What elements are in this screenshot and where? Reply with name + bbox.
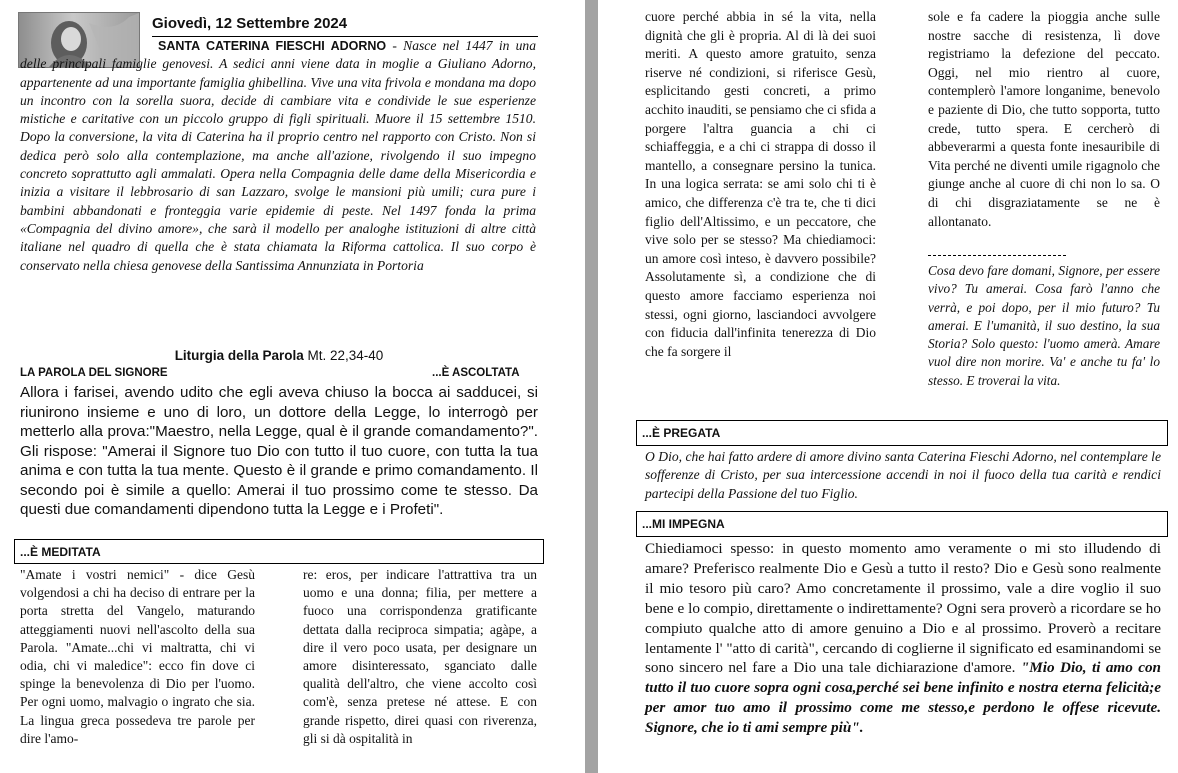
left-page xyxy=(0,0,585,773)
gospel-text: Allora i farisei, avendo udito che egli aveva chiuso la bocca ai sadducei, si riunirono insieme e uno di loro, un dottore della Legge, lo interrogò per metterlo alla prova:"Maestro, nella Legge, qual è il grande comandamento?". Gli rispose: "Amerai il Signore tuo Dio con tutto il tuo cuore, con tutta la tua anima e con tutta la tua mente. Questo è il grande e primo comandamento. Il secondo poi è simile a quello: Amerai il tuo prossimo come te stesso. Da questi due comandamenti dipendono tutta la Legge e i Profeti". xyxy=(20,384,538,518)
liturgy-heading xyxy=(0,348,558,363)
meditata-header: ...È MEDITATA xyxy=(14,539,544,564)
meditata-col1: "Amate i vostri nemici" - dice Gesù volgendosi a chi ha deciso di entrare per la porta stretta del Vangelo, maturando atteggiamenti nuovi nell'ascolto della sua Parola. "Amate...chi vi maltratta, chi vi odia, chi vi maledice": ecco fin dove ci spinge la benevolenza di Dio per l'uomo. Per ogni uomo, malvagio o ingrato che sia. La lingua greca possedeva tre parole per dire l'amo- xyxy=(20,567,255,746)
saint-name: SANTA CATERINA FIESCHI ADORNO xyxy=(158,39,387,53)
right-page xyxy=(598,0,1178,773)
liturgy-ref: Mt. 22,34-40 xyxy=(307,348,384,363)
prayer-text: O Dio, che hai fatto ardere di amore divino santa Caterina Fieschi Adorno, nel contemplare le sofferenze di Cristo, per sua intercessione accendi in noi il fuoco della tua carità e rendici partecipi della Passione del tuo Figlio. xyxy=(645,449,1161,501)
impegna-header: ...MI IMPEGNA xyxy=(636,511,1168,537)
right-col2: sole e fa cadere la pioggia anche sulle nostre sacche di resistenza, lì dove registriamo la defezione del peccato. Oggi, nel mio rientro al cuore, contemplerò l'amore longanime, benevolo e paziente di Dio, che tutto sopporta, tutto crede, tutto spera. E cercherò di abbeverarmi a questa fonte inesauribile di Vita perché ne diventi umile rigagnolo che giunge anche al cuore di chi non lo sa. O di chi disgraziatamente se ne è allontanato. xyxy=(928,9,1160,229)
commitment-text xyxy=(645,539,1161,738)
pregata-header: ...È PREGATA xyxy=(636,420,1168,446)
meditata-col2: re: eros, per indicare l'attrattiva tra un uomo e una donna; filia, per mettere a fuoco una corrispondenza gratificante dettata dalla reciproca simpatia; agàpe, a dire il vero poco usata, per designare un amore disinteressato, sganciato dalle qualità dell'altro, che viene accolto così com'è, senza pretese né attese. E con grande rispetto, direi quasi con riverenza, gli si dà ospitalità in xyxy=(303,567,537,746)
commitment-prayer: "Mio Dio, ti amo con tutto il tuo cuore sopra ogni cosa,perché sei bene infinito e nostra eterna felicità;e per amor tuo amo il prossimo come me stesso,e perdono le offese ricevute. Signore, che io ti ami sempre più". xyxy=(645,659,1161,737)
saint-bio xyxy=(20,37,536,275)
reflection-quote: Cosa devo fare domani, Signore, per essere vivo? Tu amerai. Cosa farò l'anno che verrà, e poi dopo, per il mio futuro? Tu amerai. E l'umanità, il suo destino, la sua Storia? Solo questo: l'uomo amerà. Amare vuol dire non morire. Va' e anche tu fa' lo stesso. E troverai la vita. xyxy=(928,263,1160,388)
ascoltata-label: ...È ASCOLTATA xyxy=(432,367,520,379)
dashed-separator xyxy=(928,255,1066,256)
commitment-body: Chiediamoci spesso: in questo momento amo veramente o mi sto illudendo di amare? Preferisco realmente Dio e Gesù a tutto il resto? Dio e Gesù sono realmente il mio tesoro più caro? Amo concretamente il prossimo, vale a dire voglio il suo bene e lo compio, direttamente o indirettamente? Ogni sera proverò a ricordare se ho compiuto qualche atto di amore genuino a Dio e al prossimo. Proverò a recitare lentamente l' "atto di carità", cercando di coglierne il significato ed esaminandomi se sono sincero nel fare a Dio una tale dichiarazione d'amore. xyxy=(645,540,1161,677)
saint-bio-text: - Nasce nel 1447 in una delle principali famiglie genovesi. A sedici anni viene data in moglie a Giuliano Adorno, appartenente ad una importante famiglia ghibellina. Vive una vita frivola e mondana ma dopo un incontro con la sorella suora, decide di cambiare vita e condivide le sue esperienze mistiche e caritative con un piccolo gruppo di figli spirituali. Muore il 15 settembre 1510. Dopo la conversione, la vita di Caterina ha il proprio centro nel rapporto con Cristo. Non si dedica però solo alla contemplazione, ma anche all'azione, rivolgendo il suo impegno concreto soprattutto agli ammalati. Opera nella Compagnia delle dame della Misericordia e inizia a visitare il lebbrosario di san Lazzaro, svolge le mansioni più umili; cura pure i bambini abbandonati e fronteggia varie epidemie di peste. Nel 1497 fonda la prima «Compagnia del divino amore», che sarà il modello per analoghe istituzioni di altre città italiane nel quadro di quella che è stata chiamata la Riforma cattolica. Il suo corpo è conservato nella chiesa genovese della Santissima Annunziata in Portoria xyxy=(20,38,537,273)
word-label: LA PAROLA DEL SIGNORE xyxy=(20,367,168,379)
liturgy-title: Liturgia della Parola xyxy=(174,348,304,363)
page-gutter xyxy=(585,0,598,773)
date-heading: Giovedì, 12 Settembre 2024 xyxy=(152,15,348,32)
right-col1: cuore perché abbia in sé la vita, nella dignità che gli è propria. Al di là dei suoi meriti. A questo amore gratuito, senza riserve né condizioni, si riferisce Gesù, esplicitando gesti concreti, a primo acchito inauditi, se pensiamo che ci sfida a porgere l'altra guancia a chi ci schiaffeggia, e a chi ci strappa di dosso il mantello, a consegnare persino la tunica. In una logica serrata: se ami solo chi ti è amico, che differenza c'è tra te, che ti dici figlio dell'Altissimo, e un peccatore, che vive solo per se stesso? Ma chiediamoci: un amore così inteso, è davvero possibile? Assolutamente sì, a condizione che di questo amore facciamo esperienza noi stessi, ogni giorno, lasciandoci avvolgere con fiducia dall'infinita tenerezza di Dio che fa sorgere il xyxy=(645,9,876,359)
